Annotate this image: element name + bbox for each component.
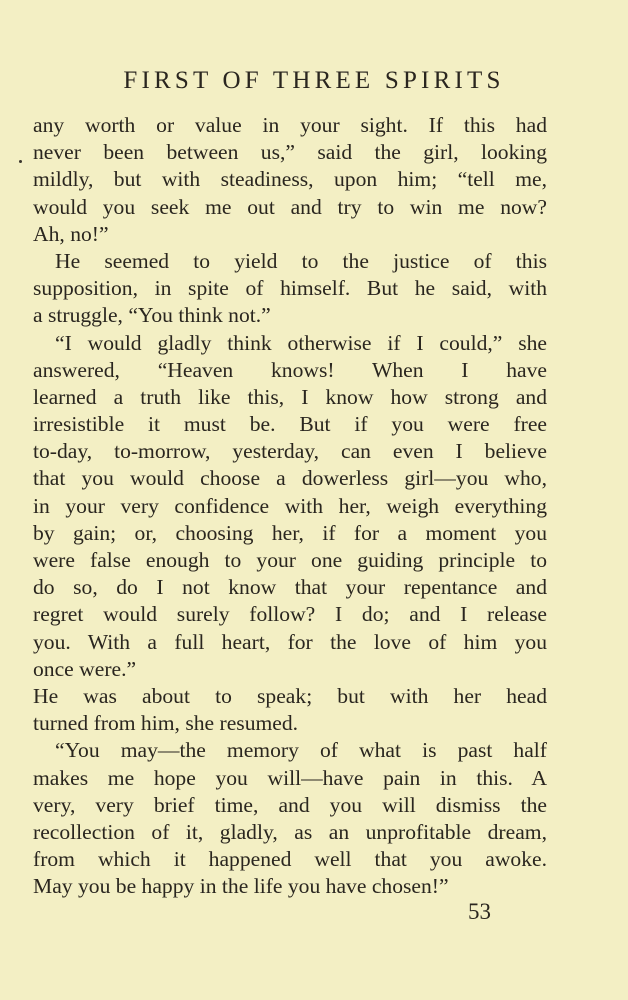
text-line: were false enough to your one guiding principle to <box>33 548 547 572</box>
text-line: learned a truth like this, I know how strong and <box>33 384 547 409</box>
text-line: “I would gladly think otherwise if I could,” she <box>55 330 547 355</box>
text-line: in your very confidence with her, weigh everything <box>33 493 547 518</box>
running-head: FIRST OF THREE SPIRITS <box>123 67 505 94</box>
text-line: mildly, but with steadiness, upon him; “tell me, <box>33 167 547 192</box>
text-line: recollection of it, gladly, as an unprofitable dream, <box>33 819 547 844</box>
text-line: He seemed to yield to the justice of this <box>55 248 547 273</box>
text-line: by gain; or, choosing her, if for a moment you <box>33 520 547 545</box>
text-line: once were.” <box>33 656 137 681</box>
text-line: would you seek me out and try to win me now? <box>33 194 547 219</box>
text-line: any worth or value in your sight. If this had <box>33 113 547 137</box>
text-line: “You may—the memory of what is past half <box>55 738 547 763</box>
text-line: to-day, to-morrow, yesterday, can even I believe <box>33 439 547 464</box>
text-line: supposition, in spite of himself. But he said, with <box>33 276 547 301</box>
text-line: Ah, no!” <box>33 221 109 246</box>
page-number: 53 <box>468 899 491 924</box>
text-line: never been between us,” said the girl, looking <box>33 140 547 165</box>
text-line: a struggle, “You think not.” <box>33 303 271 328</box>
text-line: irresistible it must be. But if you were free <box>33 412 547 437</box>
body-text <box>33 112 547 900</box>
text-line: turned from him, she resumed. <box>33 711 299 736</box>
text-line: very, very brief time, and you will dismiss the <box>33 792 547 817</box>
text-line: regret would surely follow? I do; and I release <box>33 602 547 627</box>
text-line: you. With a full heart, for the love of him you <box>33 629 547 654</box>
text-line: answered, “Heaven knows! When I have <box>33 357 547 382</box>
text-line: makes me hope you will—have pain in this. A <box>33 765 547 790</box>
text-line: He was about to speak; but with her head <box>33 683 547 708</box>
text-line: that you would choose a dowerless girl—you who, <box>33 466 547 491</box>
text-line: from which it happened well that you awoke. <box>33 847 547 872</box>
text-line: May you be happy in the life you have chosen!” <box>33 874 449 899</box>
margin-mark <box>19 160 22 163</box>
text-line: do so, do I not know that your repentance and <box>33 575 547 600</box>
